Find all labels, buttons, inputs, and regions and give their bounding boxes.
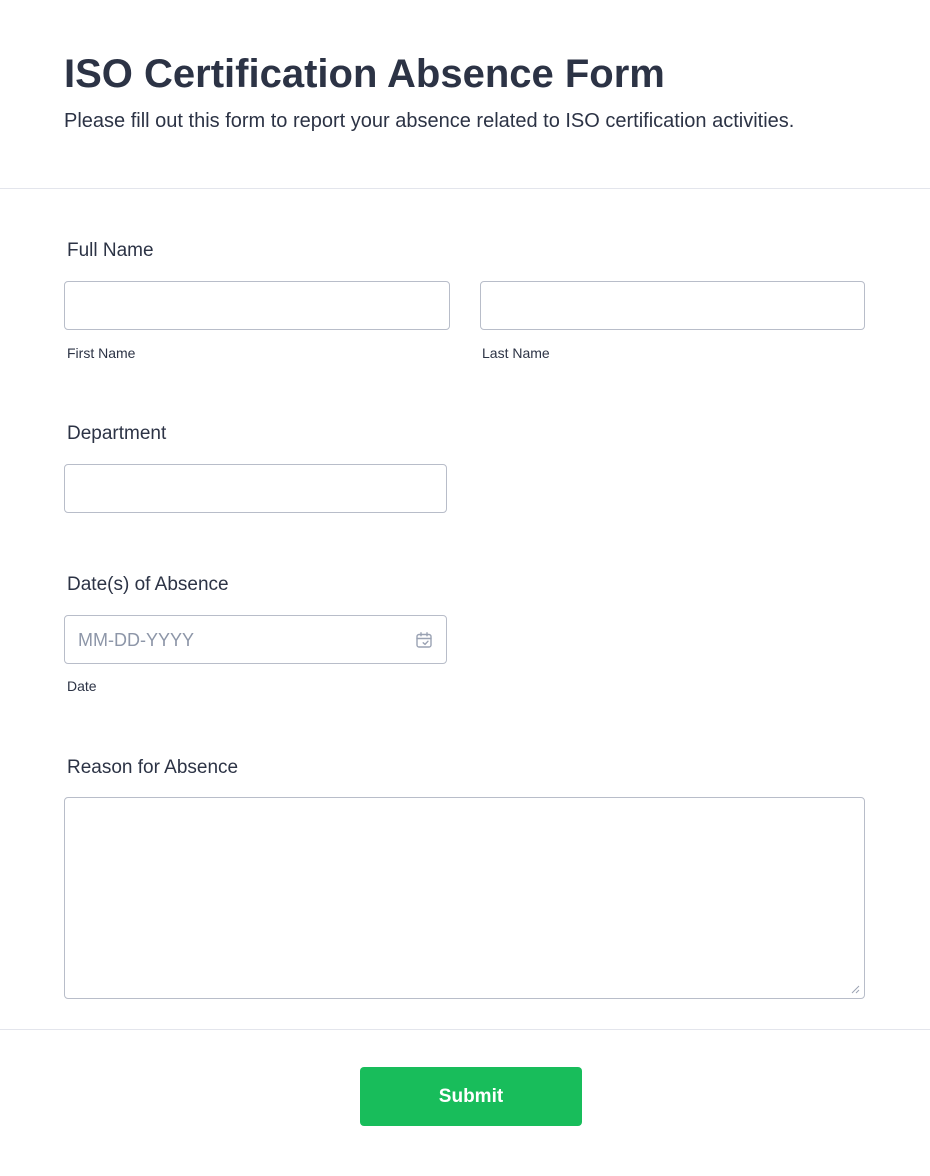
form-header <box>0 0 930 189</box>
date-input[interactable] <box>64 615 447 664</box>
last-name-sublabel: Last Name <box>482 345 550 361</box>
date-sublabel: Date <box>67 678 97 694</box>
dates-label: Date(s) of Absence <box>67 574 229 595</box>
calendar-icon[interactable] <box>415 631 433 649</box>
date-placeholder: MM-DD-YYYY <box>78 630 194 650</box>
first-name-input[interactable] <box>64 281 450 330</box>
reason-label: Reason for Absence <box>67 757 239 778</box>
last-name-input[interactable] <box>480 281 865 330</box>
first-name-sublabel: First Name <box>67 345 136 361</box>
footer-divider <box>0 1029 930 1030</box>
department-label: Department <box>67 423 167 444</box>
page-title: ISO Certification Absence Form <box>64 52 665 96</box>
resize-handle-icon[interactable] <box>850 984 860 994</box>
department-input[interactable] <box>64 464 447 513</box>
page-subtitle: Please fill out this form to report your absence related to ISO certification activities. <box>64 110 795 132</box>
submit-button[interactable]: Submit <box>360 1067 582 1126</box>
full-name-label: Full Name <box>67 240 154 261</box>
reason-textarea[interactable] <box>64 797 865 999</box>
